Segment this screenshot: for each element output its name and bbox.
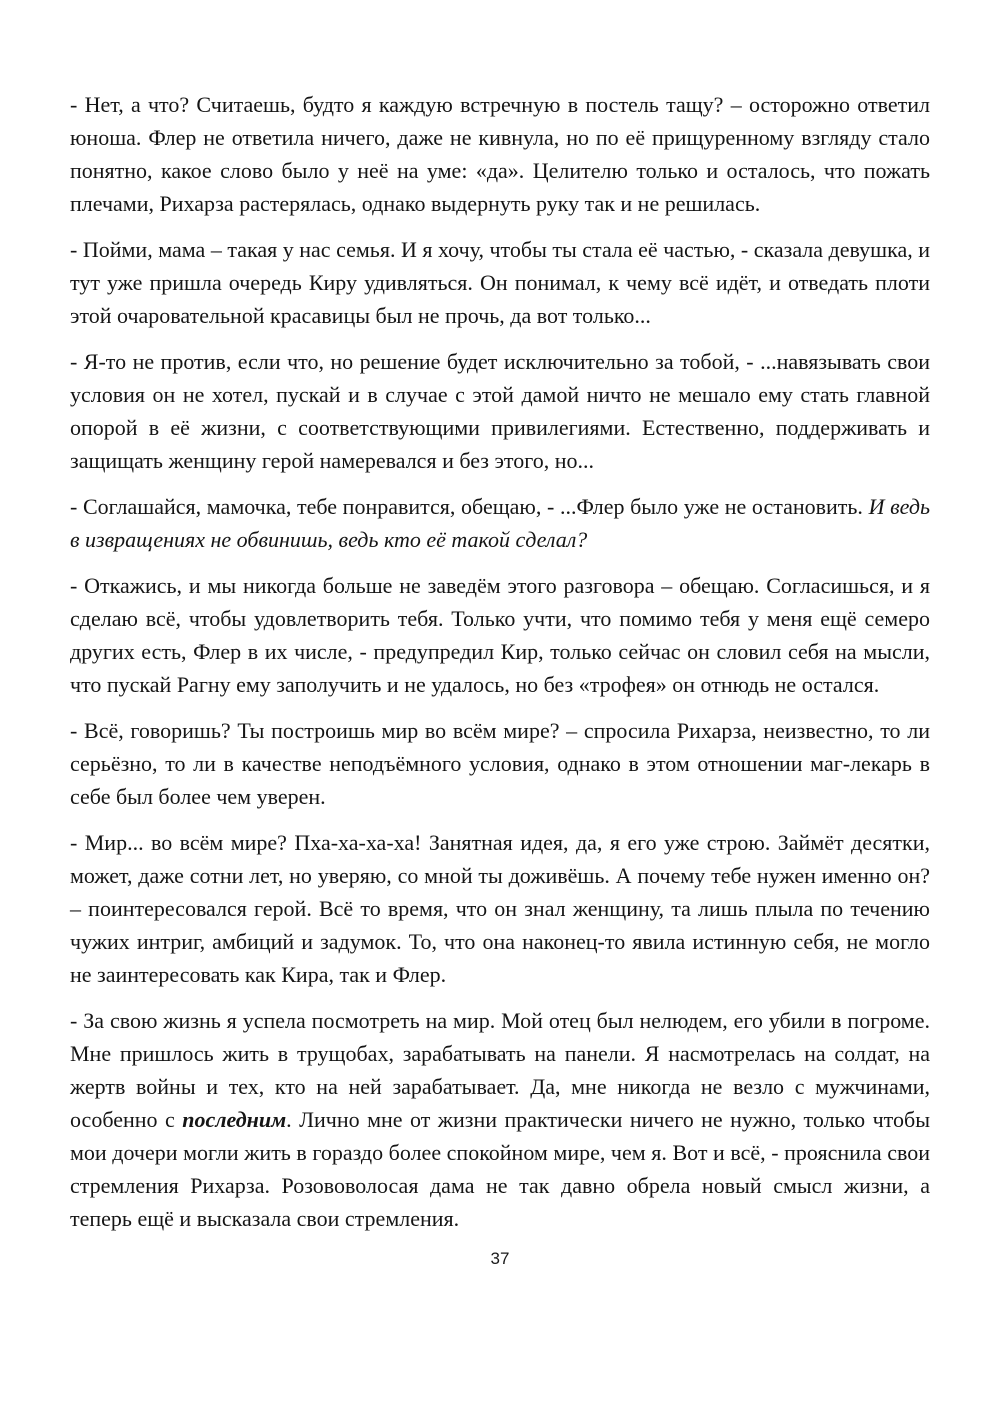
text-run: - Откажись, и мы никогда больше не заведём этого разговора – обещаю. Согласишься, и я сделаю всё, чтобы удовлетворить тебя. Только учти, что помимо тебя у меня ещё семеро других есть, Флер в их числе, - предупредил Кир, только сейчас он словил себя на мысли, что пускай Рагну ему заполучить и не удалось, но без «трофея» он отнюдь не остался. xyxy=(70,573,930,697)
page-number: 37 xyxy=(490,1249,510,1268)
paragraph xyxy=(70,714,930,813)
text-run: - Пойми, мама – такая у нас семья. И я хочу, чтобы ты стала её частью, - сказала девушка, и тут уже пришла очередь Киру удивляться. Он понимал, к чему всё идёт, и отведать плоти этой очаровательной красавицы был не прочь, да вот только... xyxy=(70,237,930,328)
paragraph xyxy=(70,345,930,477)
text-run: - Я-то не против, если что, но решение будет исключительно за тобой, - ...навязывать свои условия он не хотел, пускай и в случае с этой дамой ничто не мешало ему стать главной опорой в её жизни, с соответствующими привилегиями. Естественно, поддерживать и защищать женщину герой намеревался и без этого, но... xyxy=(70,349,930,473)
paragraph xyxy=(70,88,930,220)
paragraph xyxy=(70,233,930,332)
text-run: . Лично мне от жизни практически ничего не нужно, только чтобы мои дочери могли жить в гораздо более спокойном мире, чем я. Вот и всё, - прояснила свои стремления Рихарза. Розововолосая дама не так давно обрела новый смысл жизни, а теперь ещё и высказала свои стремления. xyxy=(70,1107,930,1231)
text-run: И ведь в извращениях не обвинишь, ведь кто её такой сделал? xyxy=(70,494,931,552)
text-run: - Нет, а что? Считаешь, будто я каждую встречную в постель тащу? – осторожно ответил юноша. Флер не ответила ничего, даже не кивнула, но по её прищуренному взгляду стало понятно, какое слово было у неё на уме: «да». Целителю только и осталось, что пожать плечами, Рихарза растерялась, однако выдернуть руку так и не решилась. xyxy=(70,92,930,216)
text-run: - Мир... во всём мире? Пха-ха-ха-ха! Занятная идея, да, я его уже строю. Займёт десятки, может, даже сотни лет, но уверяю, со мной ты доживёшь. А почему тебе нужен именно он? – поинтересовался герой. Всё то время, что он знал женщину, та лишь плыла по течению чужих интриг, амбиций и задумок. То, что она наконец-то явила истинную себя, не могло не заинтересовать как Кира, так и Флер. xyxy=(70,830,930,987)
text-run: - За свою жизнь я успела посмотреть на мир. Мой отец был нелюдем, его убили в погроме. Мне пришлось жить в трущобах, зарабатывать на панели. Я насмотрелась на солдат, на жертв войны и тех, кто на ней зарабатывает. Да, мне никогда не везло с мужчинами, особенно с xyxy=(70,1008,930,1132)
paragraph xyxy=(70,569,930,701)
text-run: последним xyxy=(182,1107,287,1132)
text-body xyxy=(70,88,930,1235)
paragraph xyxy=(70,826,930,991)
paragraph xyxy=(70,1004,930,1235)
text-run: - Всё, говоришь? Ты построишь мир во всём мире? – спросила Рихарза, неизвестно, то ли серьёзно, то ли в качестве неподъёмного условия, однако в этом отношении маг-лекарь в себе был более чем уверен. xyxy=(70,718,930,809)
text-run: - Соглашайся, мамочка, тебе понравится, обещаю, - ...Флер было уже не остановить. xyxy=(70,494,869,519)
paragraph xyxy=(70,490,930,556)
